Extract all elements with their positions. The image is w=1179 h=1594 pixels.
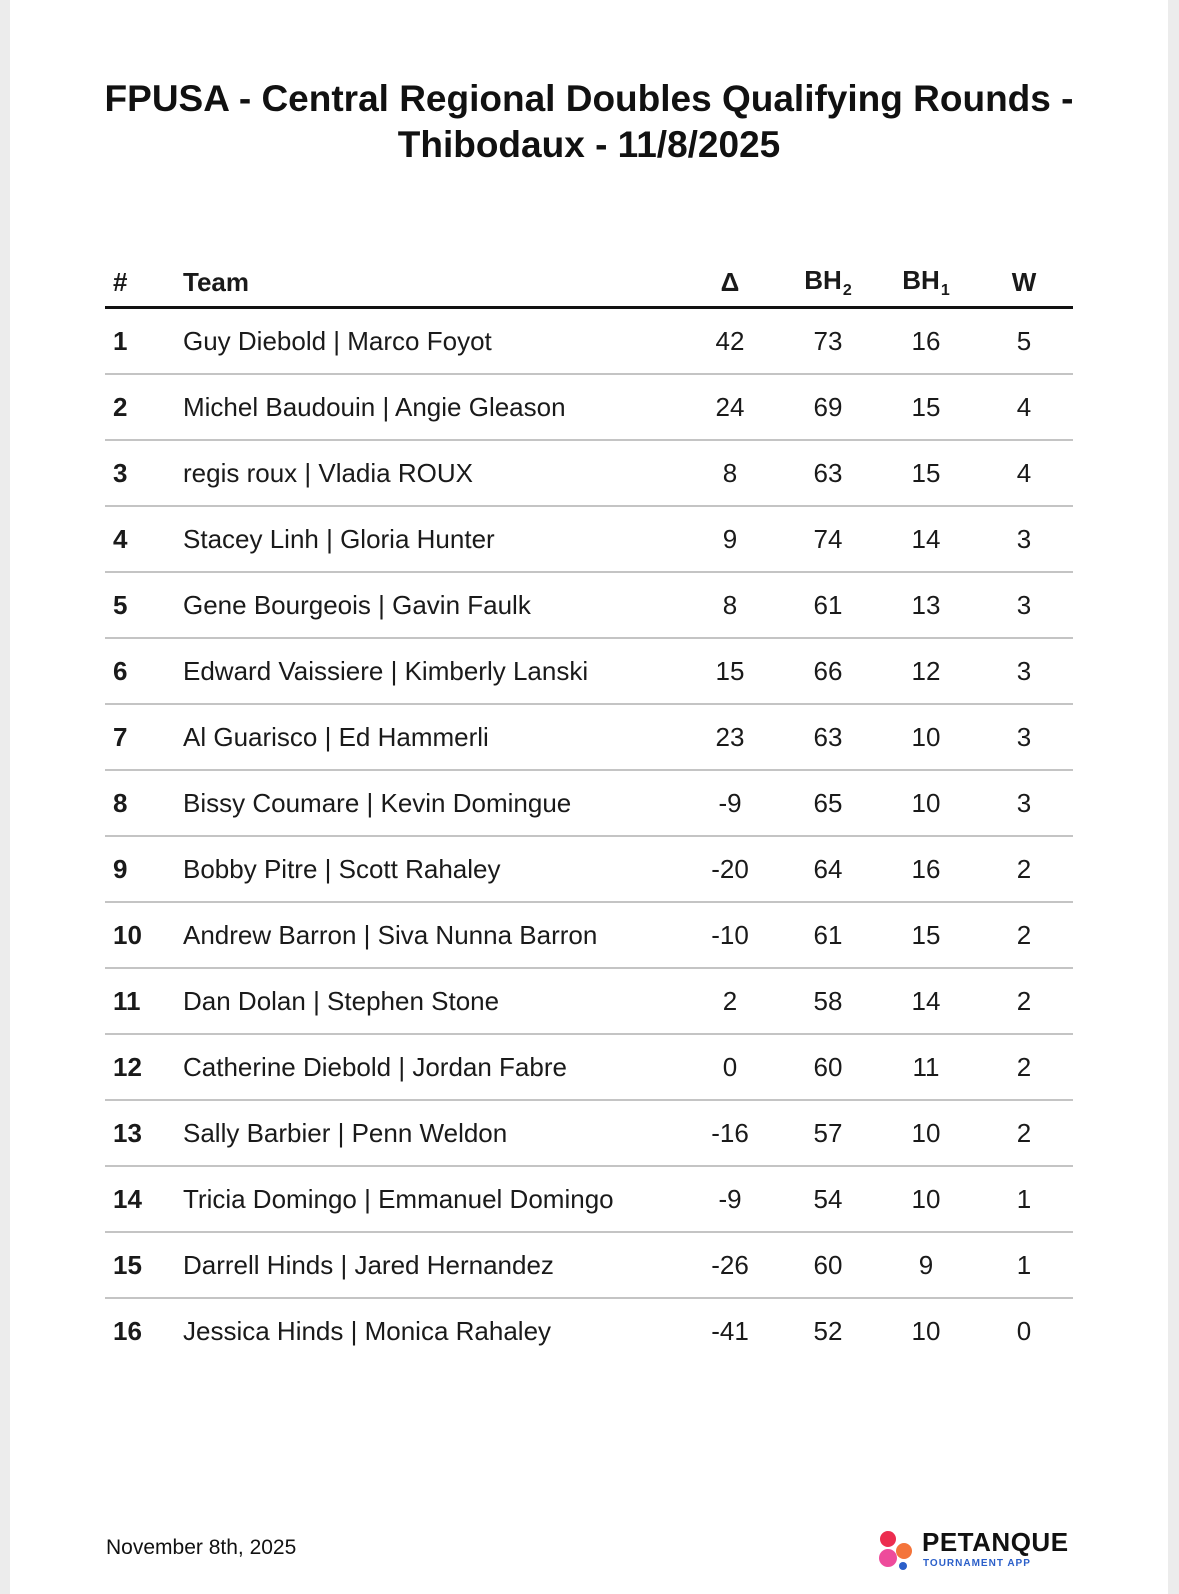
cell-delta: -20 xyxy=(681,836,779,902)
cell-rank: 5 xyxy=(105,572,183,638)
cell-team: Catherine Diebold | Jordan Fabre xyxy=(183,1034,681,1100)
cell-delta: 15 xyxy=(681,638,779,704)
table-row xyxy=(105,704,1073,770)
cell-delta: 9 xyxy=(681,506,779,572)
cell-team: Sally Barbier | Penn Weldon xyxy=(183,1100,681,1166)
cell-rank: 7 xyxy=(105,704,183,770)
header-bh2-subscript: 2 xyxy=(842,281,852,299)
cell-wins: 3 xyxy=(975,638,1073,704)
cell-rank: 1 xyxy=(105,308,183,375)
table-row xyxy=(105,1100,1073,1166)
table-row xyxy=(105,440,1073,506)
table-row xyxy=(105,1232,1073,1298)
cell-bh2: 63 xyxy=(779,704,877,770)
cell-rank: 3 xyxy=(105,440,183,506)
table-row xyxy=(105,1166,1073,1232)
cell-wins: 3 xyxy=(975,704,1073,770)
cell-team: Gene Bourgeois | Gavin Faulk xyxy=(183,572,681,638)
header-bh2-label: BH xyxy=(804,264,842,295)
title-line-2: Thibodaux - 11/8/2025 xyxy=(397,124,781,165)
cell-team: Michel Baudouin | Angie Gleason xyxy=(183,374,681,440)
cell-delta: -9 xyxy=(681,770,779,836)
cell-bh1: 16 xyxy=(877,836,975,902)
cell-bh1: 10 xyxy=(877,1100,975,1166)
cell-team: Bobby Pitre | Scott Rahaley xyxy=(183,836,681,902)
cell-delta: 8 xyxy=(681,440,779,506)
cell-bh1: 14 xyxy=(877,968,975,1034)
cell-bh2: 73 xyxy=(779,308,877,375)
table-row xyxy=(105,770,1073,836)
cell-bh2: 54 xyxy=(779,1166,877,1232)
cell-bh2: 61 xyxy=(779,902,877,968)
cell-rank: 15 xyxy=(105,1232,183,1298)
cell-team: Dan Dolan | Stephen Stone xyxy=(183,968,681,1034)
cell-wins: 3 xyxy=(975,572,1073,638)
cell-wins: 4 xyxy=(975,440,1073,506)
cell-rank: 16 xyxy=(113,1315,142,1346)
cell-bh2: 64 xyxy=(779,836,877,902)
table-row xyxy=(105,968,1073,1034)
header-bh2 xyxy=(779,258,877,308)
document-page xyxy=(10,0,1168,1594)
cell-bh2: 66 xyxy=(779,638,877,704)
cell-wins: 5 xyxy=(975,308,1073,375)
header-delta: Δ xyxy=(681,258,779,308)
cell-rank: 10 xyxy=(105,902,183,968)
cell-bh1: 15 xyxy=(877,902,975,968)
cell-rank: 9 xyxy=(105,836,183,902)
cell-delta: -9 xyxy=(681,1166,779,1232)
cell-team: Darrell Hinds | Jared Hernandez xyxy=(183,1232,681,1298)
table-row xyxy=(105,374,1073,440)
cell-bh1: 9 xyxy=(877,1232,975,1298)
cell-delta: -26 xyxy=(681,1232,779,1298)
cell-team: Edward Vaissiere | Kimberly Lanski xyxy=(183,638,681,704)
cell-rank: 6 xyxy=(105,638,183,704)
cell-delta: 23 xyxy=(681,704,779,770)
cell-delta: -10 xyxy=(681,902,779,968)
cell-wins: 2 xyxy=(975,902,1073,968)
table-row xyxy=(105,506,1073,572)
petanque-balls-logo-icon xyxy=(876,1529,916,1573)
table-header-row xyxy=(105,258,1073,308)
table-row xyxy=(105,836,1073,902)
header-team: Team xyxy=(183,258,681,308)
header-wins: W xyxy=(975,258,1073,308)
logo-name: PETANQUE xyxy=(922,1527,1069,1557)
cell-bh2: 61 xyxy=(779,572,877,638)
header-bh1-subscript: 1 xyxy=(940,281,950,299)
page-title xyxy=(10,76,1168,168)
cell-bh2: 63 xyxy=(779,440,877,506)
cell-delta: -41 xyxy=(711,1315,749,1346)
cell-bh2: 74 xyxy=(779,506,877,572)
cell-team: Guy Diebold | Marco Foyot xyxy=(183,308,681,375)
cell-bh1: 10 xyxy=(877,704,975,770)
cell-delta: -16 xyxy=(681,1100,779,1166)
footer-date: November 8th, 2025 xyxy=(106,1536,297,1559)
cell-bh1: 13 xyxy=(877,572,975,638)
cell-wins: 0 xyxy=(1016,1315,1032,1346)
cell-team: Stacey Linh | Gloria Hunter xyxy=(183,506,681,572)
cell-bh1: 11 xyxy=(877,1034,975,1100)
title-line-1: FPUSA - Central Regional Doubles Qualifying Rounds - xyxy=(104,78,1074,119)
cell-wins: 2 xyxy=(975,1100,1073,1166)
cell-delta: 42 xyxy=(681,308,779,375)
header-bh1 xyxy=(877,258,975,308)
cell-rank: 8 xyxy=(105,770,183,836)
cell-bh2: 57 xyxy=(779,1100,877,1166)
table-row xyxy=(105,308,1073,375)
cell-bh1: 16 xyxy=(877,308,975,375)
cell-team: regis roux | Vladia ROUX xyxy=(183,440,681,506)
petanque-logo xyxy=(876,1527,1076,1573)
cell-wins: 2 xyxy=(975,836,1073,902)
table-row xyxy=(105,1034,1073,1100)
cell-wins: 1 xyxy=(975,1166,1073,1232)
cell-bh2: 58 xyxy=(779,968,877,1034)
cell-wins: 2 xyxy=(975,1034,1073,1100)
standings-table xyxy=(105,258,1073,1363)
header-rank: # xyxy=(105,258,183,308)
table-row xyxy=(105,638,1073,704)
table-row xyxy=(105,902,1073,968)
cell-delta: 0 xyxy=(681,1034,779,1100)
table-row xyxy=(105,1298,1073,1363)
cell-wins: 3 xyxy=(975,770,1073,836)
cell-bh2: 65 xyxy=(779,770,877,836)
cell-team: Bissy Coumare | Kevin Domingue xyxy=(183,770,681,836)
cell-team: Andrew Barron | Siva Nunna Barron xyxy=(183,902,681,968)
cell-team: Jessica Hinds | Monica Rahaley xyxy=(183,1315,552,1346)
cell-bh1: 10 xyxy=(911,1315,941,1346)
cell-bh1: 14 xyxy=(877,506,975,572)
cell-bh1: 12 xyxy=(877,638,975,704)
cell-wins: 1 xyxy=(975,1232,1073,1298)
cell-rank: 13 xyxy=(105,1100,183,1166)
cell-delta: 2 xyxy=(681,968,779,1034)
cell-team: Tricia Domingo | Emmanuel Domingo xyxy=(183,1166,681,1232)
cell-bh2: 60 xyxy=(779,1232,877,1298)
cell-bh1: 10 xyxy=(877,1166,975,1232)
cell-rank: 14 xyxy=(105,1166,183,1232)
cell-rank: 12 xyxy=(105,1034,183,1100)
cell-bh1: 15 xyxy=(877,440,975,506)
cell-bh1: 15 xyxy=(877,374,975,440)
cell-rank: 2 xyxy=(105,374,183,440)
cell-rank: 11 xyxy=(105,968,183,1034)
cell-bh2: 69 xyxy=(779,374,877,440)
table-row xyxy=(105,572,1073,638)
cell-wins: 2 xyxy=(975,968,1073,1034)
cell-wins: 4 xyxy=(975,374,1073,440)
cell-team: Al Guarisco | Ed Hammerli xyxy=(183,704,681,770)
cell-bh2: 60 xyxy=(779,1034,877,1100)
cell-bh2: 52 xyxy=(813,1315,843,1346)
header-bh1-label: BH xyxy=(902,264,940,295)
cell-delta: 24 xyxy=(681,374,779,440)
cell-rank: 4 xyxy=(105,506,183,572)
cell-delta: 8 xyxy=(681,572,779,638)
cell-wins: 3 xyxy=(975,506,1073,572)
cell-bh1: 10 xyxy=(877,770,975,836)
logo-subtitle: TOURNAMENT APP xyxy=(923,1558,1031,1569)
